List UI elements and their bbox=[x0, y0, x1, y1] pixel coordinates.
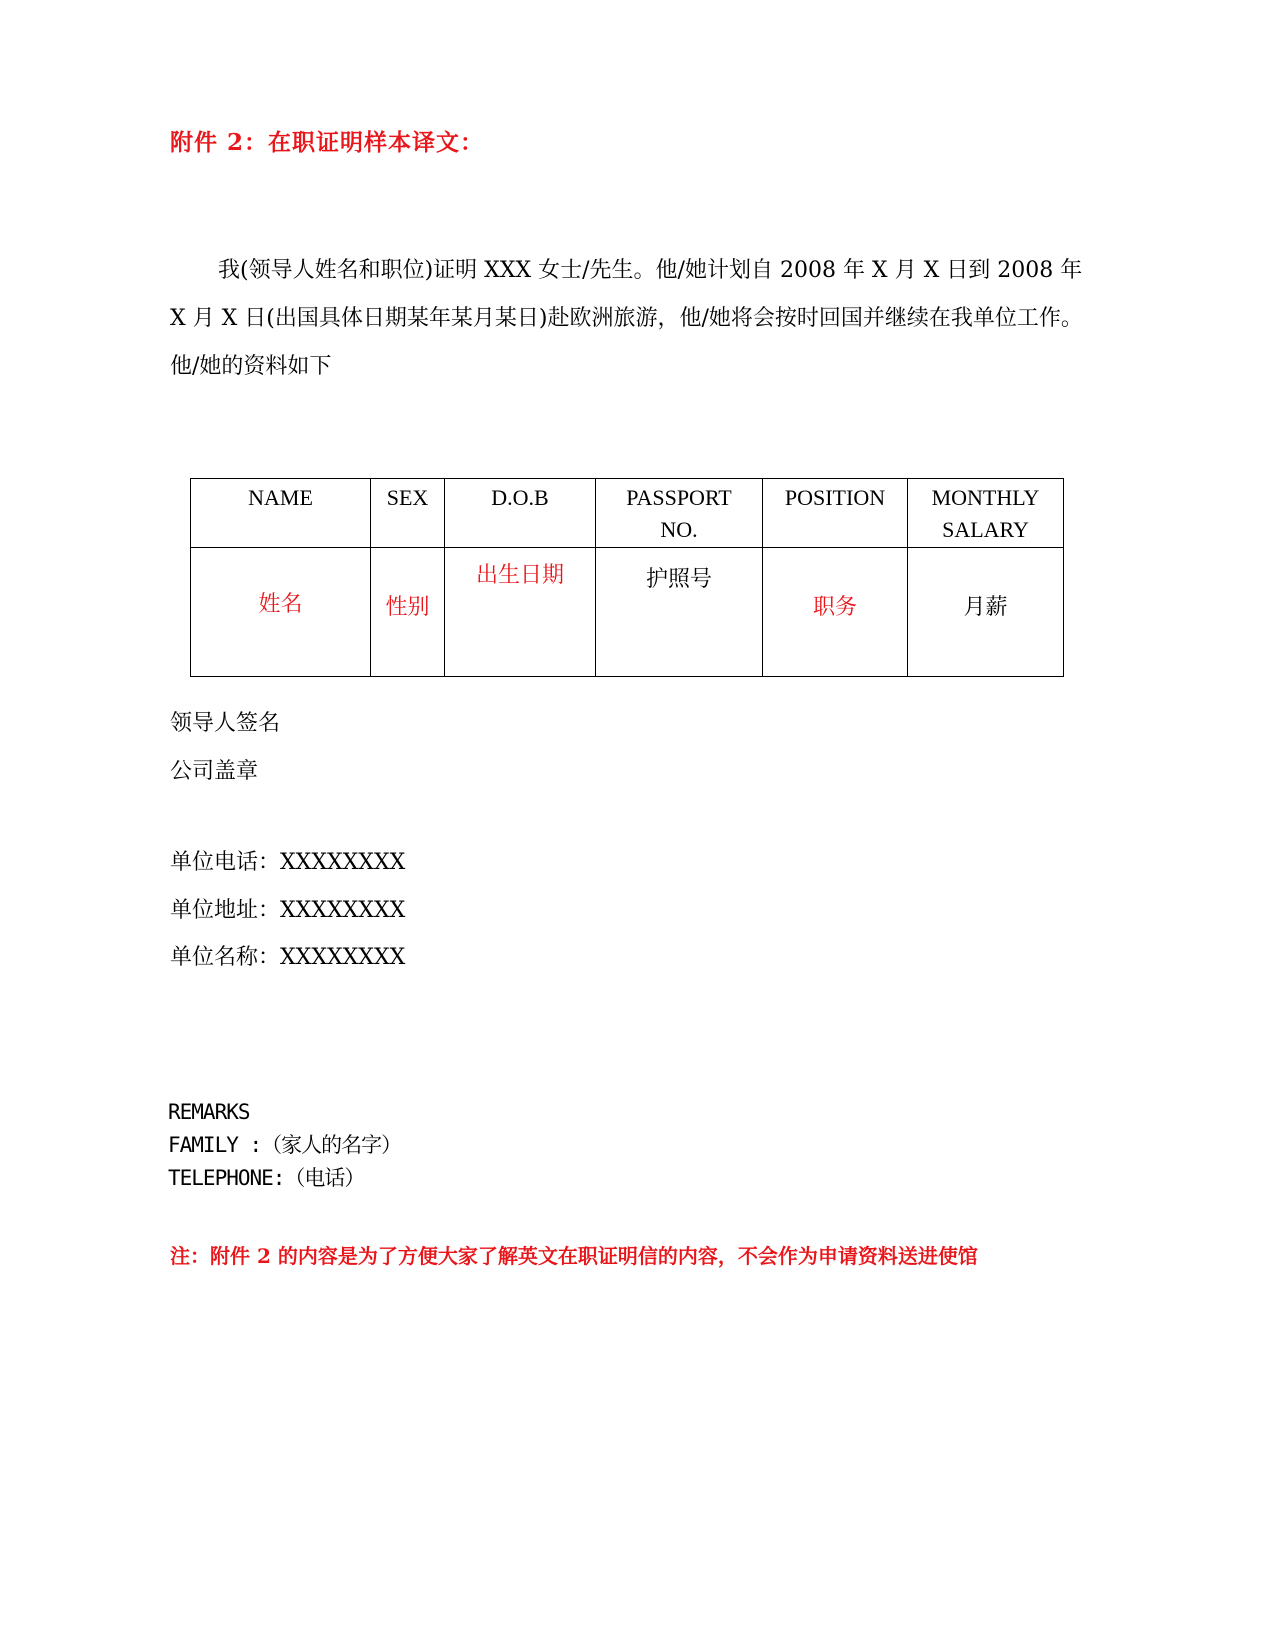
company-phone: 单位电话：XXXXXXXX bbox=[170, 850, 406, 875]
paragraph-text: 我(领导人姓名和职位)证明 XXX 女士/先生。他/她计划自 2008 年 X 月 X 日到 2008 年 X 月 X 日(出国具体日期某年某月某日)赴欧洲旅游，他/她将会按时回国并继续在我单位工作。他/她的资料如下 bbox=[170, 258, 1083, 379]
certification-paragraph bbox=[170, 247, 1090, 391]
cell-salary: 月薪 bbox=[908, 548, 1064, 677]
personal-info-table bbox=[190, 478, 1064, 677]
cell-position: 职务 bbox=[763, 548, 908, 677]
document-title: 附件 2：在职证明样本译文： bbox=[170, 129, 485, 156]
cell-sex: 性别 bbox=[371, 548, 445, 677]
header-passport: PASSPORT NO. bbox=[596, 479, 763, 548]
cell-name: 姓名 bbox=[191, 548, 371, 677]
table-row bbox=[191, 548, 1064, 677]
header-name: NAME bbox=[191, 479, 371, 548]
header-sex: SEX bbox=[371, 479, 445, 548]
remarks-telephone: TELEPHONE:（电话） bbox=[168, 1166, 365, 1190]
header-position: POSITION bbox=[763, 479, 908, 548]
company-stamp-label: 公司盖章 bbox=[170, 759, 259, 784]
remarks-heading: REMARKS bbox=[168, 1100, 250, 1124]
company-address: 单位地址：XXXXXXXX bbox=[170, 898, 406, 923]
header-salary: MONTHLY SALARY bbox=[908, 479, 1064, 548]
footnote: 注：附件 2 的内容是为了方便大家了解英文在职证明信的内容，不会作为申请资料送进使馆 bbox=[170, 1244, 978, 1268]
cell-passport: 护照号 bbox=[596, 548, 763, 677]
cell-dob: 出生日期 bbox=[445, 548, 596, 677]
remarks-block bbox=[168, 1096, 401, 1195]
header-dob: D.O.B bbox=[445, 479, 596, 548]
company-name: 单位名称：XXXXXXXX bbox=[170, 945, 406, 970]
remarks-family: FAMILY :（家人的名字） bbox=[168, 1133, 402, 1157]
leader-signature-label: 领导人签名 bbox=[170, 711, 281, 736]
table-header-row bbox=[191, 479, 1064, 548]
